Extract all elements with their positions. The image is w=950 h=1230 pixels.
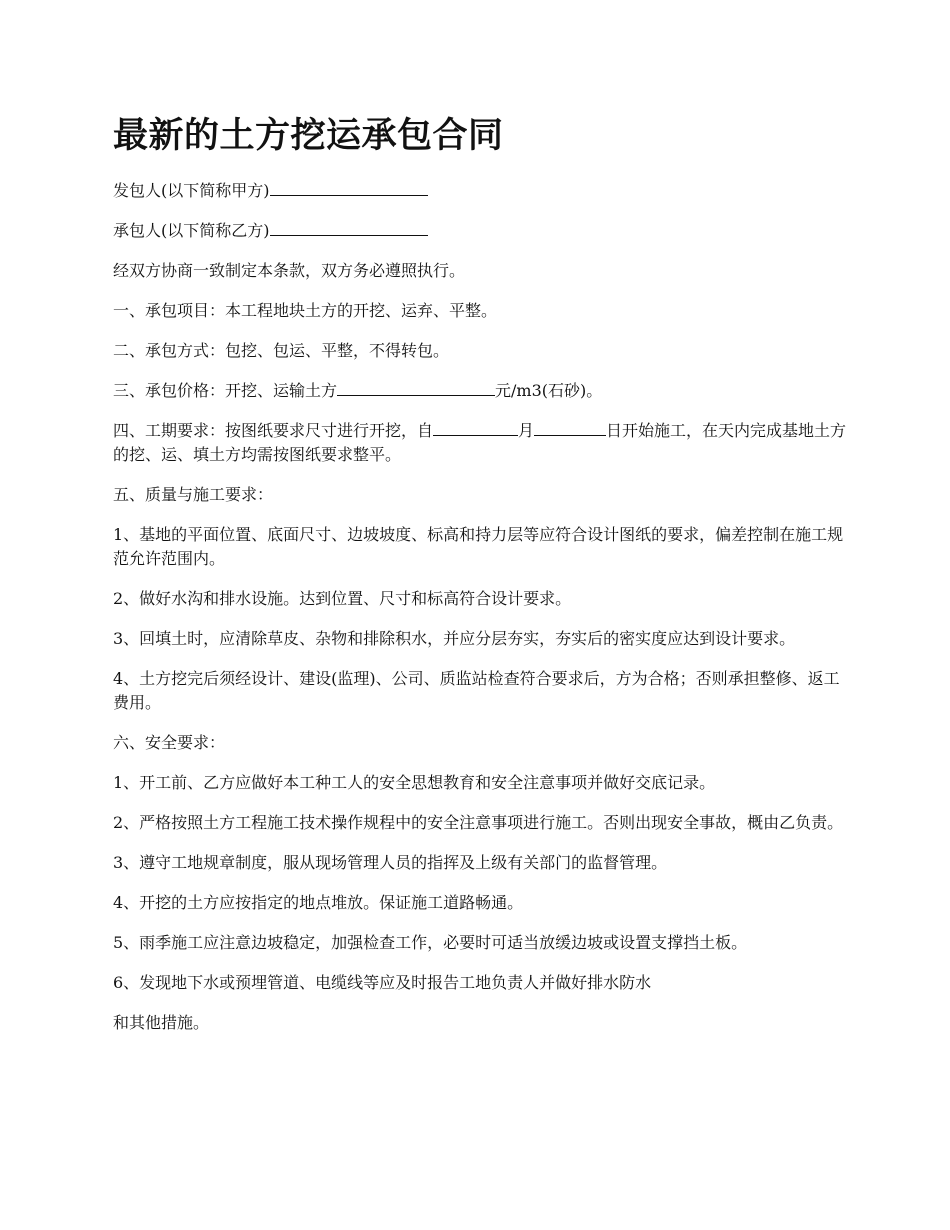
- section-6-item: 6、发现地下水或预埋管道、电缆线等应及时报告工地负责人并做好排水防水: [113, 973, 652, 992]
- section-5-item: 3、回填土时，应清除草皮、杂物和排除积水，并应分层夯实，夯实后的密实度应达到设计要求。: [113, 629, 796, 648]
- party-a-blank: [270, 179, 428, 196]
- party-b-line: [113, 219, 848, 243]
- section-6-item: 2、严格按照土方工程施工技术操作规程中的安全注意事项进行施工。否则出现安全事故，概由乙负责。: [113, 813, 844, 832]
- section-4-paragraph: [113, 419, 848, 467]
- intro-paragraph: 经双方协商一致制定本条款，双方务必遵照执行。: [113, 261, 466, 280]
- party-a-line: [113, 179, 848, 203]
- section-4-month: 月: [518, 421, 535, 440]
- document-title: 最新的土方挖运承包合同: [113, 115, 504, 156]
- section-6-continuation: 和其他措施。: [113, 1013, 210, 1032]
- section-6-item: 5、雨季施工应注意边坡稳定，加强检查工作，必要时可适当放缓边坡或设置支撑挡土板。: [113, 933, 748, 952]
- section-2-paragraph: 二、承包方式：包挖、包运、平整，不得转包。: [113, 341, 450, 360]
- section-5-heading: 五、质量与施工要求：: [113, 485, 274, 504]
- section-3-paragraph: [113, 379, 848, 403]
- party-b-blank: [270, 219, 428, 236]
- start-year-blank: [433, 419, 518, 436]
- price-blank: [337, 379, 495, 396]
- party-b-label: 承包人(以下简称乙方): [113, 221, 270, 240]
- section-1-paragraph: 一、承包项目：本工程地块土方的开挖、运弃、平整。: [113, 301, 498, 320]
- section-4-prefix: 四、工期要求：按图纸要求尺寸进行开挖，自: [113, 421, 434, 440]
- section-6-item: 3、遵守工地规章制度，服从现场管理人员的指挥及上级有关部门的监督管理。: [113, 853, 668, 872]
- section-5-item: 2、做好水沟和排水设施。达到位置、尺寸和标高符合设计要求。: [113, 589, 572, 608]
- section-6-item: 4、开挖的土方应按指定的地点堆放。保证施工道路畅通。: [113, 893, 524, 912]
- section-6-item: 1、开工前、乙方应做好本工种工人的安全思想教育和安全注意事项并做好交底记录。: [113, 773, 716, 792]
- section-5-item: 1、基地的平面位置、底面尺寸、边坡坡度、标高和持力层等应符合设计图纸的要求，偏差控制在施工规范允许范围内。: [113, 525, 844, 568]
- start-month-blank: [534, 419, 606, 436]
- party-a-label: 发包人(以下简称甲方): [113, 181, 270, 200]
- section-3-prefix: 三、承包价格：开挖、运输土方: [113, 381, 338, 400]
- section-4-suffix: 日开始施工，在天内完成基地土方的挖、运、填土方均需按图纸要求整平。: [113, 421, 847, 464]
- section-3-suffix: 元/m3(石砂)。: [495, 381, 603, 400]
- section-6-heading: 六、安全要求：: [113, 733, 226, 752]
- section-5-item: 4、土方挖完后须经设计、建设(监理)、公司、质监站检查符合要求后，方为合格；否则承担整修、返工费用。: [113, 669, 840, 712]
- document-page: [113, 112, 848, 1051]
